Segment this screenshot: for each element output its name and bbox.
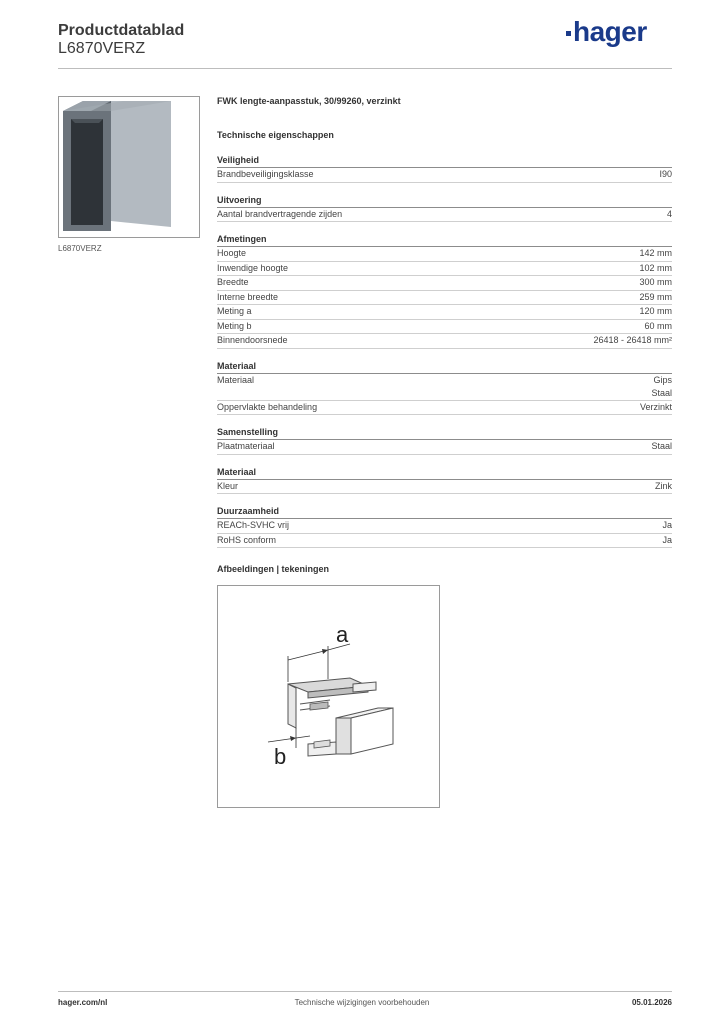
spec-label: Plaatmateriaal [217, 441, 275, 451]
spec-value: 4 [666, 208, 672, 219]
dimension-drawing-icon [218, 586, 439, 807]
spec-label: Meting a [217, 306, 252, 316]
spec-row [217, 276, 672, 291]
spec-value: 102 mm [639, 262, 672, 273]
technical-drawing [217, 585, 440, 808]
spec-label: Materiaal [217, 374, 255, 385]
product-description: FWK lengte-aanpasstuk, 30/99260, verzinkt [217, 96, 401, 106]
spec-value: 259 mm [639, 291, 672, 302]
spec-row [217, 374, 672, 401]
spec-value: 26418 - 26418 mm² [593, 335, 672, 345]
logo-dot-icon [566, 31, 571, 36]
footer-date: 05.01.2026 [631, 998, 672, 1007]
spec-value: Ja [662, 520, 672, 530]
spec-label: Breedte [217, 277, 249, 287]
footer-website[interactable]: hager.com/nl [58, 998, 108, 1007]
spec-row [217, 305, 672, 320]
spec-row [217, 208, 672, 223]
spec-sections [217, 154, 672, 548]
spec-value: 300 mm [639, 277, 672, 287]
hager-logo [566, 16, 647, 48]
spec-row [217, 320, 672, 335]
spec-label: Interne breedte [217, 291, 279, 302]
footer-disclaimer: Technische wijzigingen voorbehouden [294, 998, 430, 1007]
section-heading: Duurzaamheid [217, 505, 672, 519]
spec-row [217, 534, 672, 549]
spec-label: Hoogte [217, 248, 247, 258]
spec-label: Aantal brandvertragende zijden [217, 208, 343, 219]
spec-value: 142 mm [639, 248, 672, 258]
spec-label: Oppervlakte behandeling [217, 401, 318, 412]
images-title: Afbeeldingen | tekeningen [217, 564, 330, 574]
spec-label: RoHS conform [217, 534, 277, 545]
dimension-label-a: a [336, 622, 349, 647]
spec-row [217, 262, 672, 277]
spec-value: Gips Staal [651, 374, 672, 398]
spec-row [217, 480, 672, 495]
spec-label: Binnendoorsnede [217, 335, 288, 345]
spec-content [217, 96, 672, 574]
spec-value: Staal [651, 441, 672, 451]
spec-label: Brandbeveiligingsklasse [217, 169, 314, 179]
section-gap [217, 494, 672, 505]
section-heading: Uitvoering [217, 194, 672, 208]
header-divider [58, 68, 672, 69]
spec-row [217, 401, 672, 416]
spec-row [217, 291, 672, 306]
section-heading: Materiaal [217, 466, 672, 480]
spec-label: Inwendige hoogte [217, 262, 289, 273]
spec-value: Zink [654, 480, 672, 491]
spec-value: 60 mm [644, 320, 672, 331]
spec-row [217, 440, 672, 455]
section-heading: Materiaal [217, 360, 672, 374]
product-thumbnail [58, 96, 200, 238]
spec-row [217, 247, 672, 262]
page-title: Productdatablad [58, 22, 185, 39]
footer-divider [58, 991, 672, 992]
thumbnail-caption: L6870VERZ [58, 244, 102, 253]
section-gap [217, 455, 672, 466]
product-image-icon [59, 97, 199, 237]
spec-value: I90 [659, 169, 672, 179]
section-gap [217, 349, 672, 360]
spec-row [217, 334, 672, 349]
spec-value: Ja [662, 534, 672, 545]
spec-label: REACh-SVHC vrij [217, 520, 290, 530]
logo-text: hager [573, 16, 647, 47]
section-heading: Veiligheid [217, 154, 672, 168]
section-heading: Afmetingen [217, 233, 672, 247]
spec-row [217, 168, 672, 183]
spec-value: Verzinkt [639, 401, 672, 412]
section-gap [217, 183, 672, 194]
specs-title: Technische eigenschappen [217, 130, 334, 140]
product-code: L6870VERZ [58, 40, 146, 57]
spec-row [217, 519, 672, 534]
section-heading: Samenstelling [217, 426, 672, 440]
spec-value: 120 mm [639, 306, 672, 316]
section-gap [217, 222, 672, 233]
spec-label: Kleur [217, 480, 239, 491]
spec-label: Meting b [217, 320, 252, 331]
section-gap [217, 415, 672, 426]
dimension-label-b: b [274, 744, 287, 769]
